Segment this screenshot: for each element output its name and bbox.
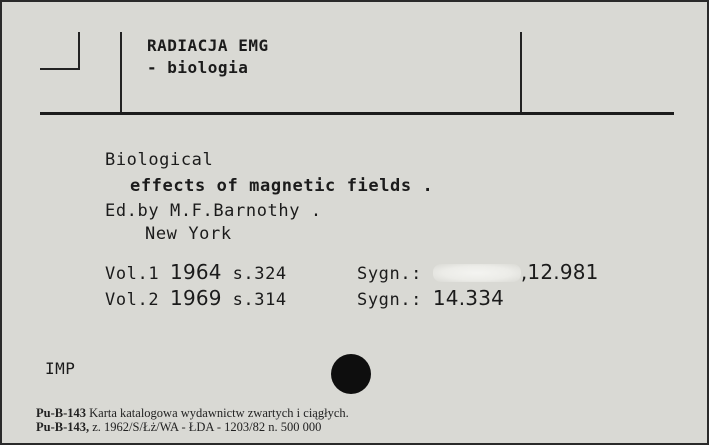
- volume-label: Vol.1: [105, 264, 160, 284]
- footer-line-2: [36, 420, 321, 434]
- punch-hole: [331, 354, 371, 394]
- place-line: New York: [145, 224, 232, 244]
- form-code: Pu-B-143,: [36, 420, 90, 434]
- corner-mark: [40, 32, 80, 70]
- signature-value: 14.334: [432, 286, 505, 310]
- form-code: Pu-B-143: [36, 406, 86, 420]
- signature-label: Sygn.:: [357, 290, 423, 310]
- footer-line-1: [36, 406, 349, 420]
- header-rule: [40, 112, 674, 115]
- left-divider: [120, 32, 122, 112]
- subject-line-1: RADIACJA EMG: [147, 36, 269, 55]
- imp-label: IMP: [45, 359, 76, 378]
- right-divider: [520, 32, 522, 112]
- volume-pages: s.314: [232, 290, 287, 310]
- form-description: Karta katalogowa wydawnictw zwartych i ciągłych.: [89, 406, 349, 420]
- signature-row-1: [357, 260, 599, 286]
- editor-line: Ed.by M.F.Barnothy .: [105, 201, 322, 221]
- signature-value: ,12.981: [520, 260, 599, 284]
- volume-row-1: [105, 260, 287, 286]
- signature-row-2: [357, 286, 504, 312]
- print-info: z. 1962/S/Łż/WA - ŁDA - 1203/82 n. 500 000: [92, 420, 322, 434]
- volume-year: 1964: [170, 260, 222, 284]
- volume-pages: s.324: [232, 264, 287, 284]
- volume-label: Vol.2: [105, 290, 160, 310]
- volume-row-2: [105, 286, 287, 312]
- volume-year: 1969: [170, 286, 222, 310]
- title-line-1: Biological: [105, 150, 214, 170]
- subject-line-2: - biologia: [147, 58, 249, 77]
- erased-mark: [433, 264, 521, 282]
- subject-heading: [147, 35, 269, 79]
- title-line-2: effects of magnetic fields .: [130, 176, 434, 196]
- signature-label: Sygn.:: [357, 264, 423, 284]
